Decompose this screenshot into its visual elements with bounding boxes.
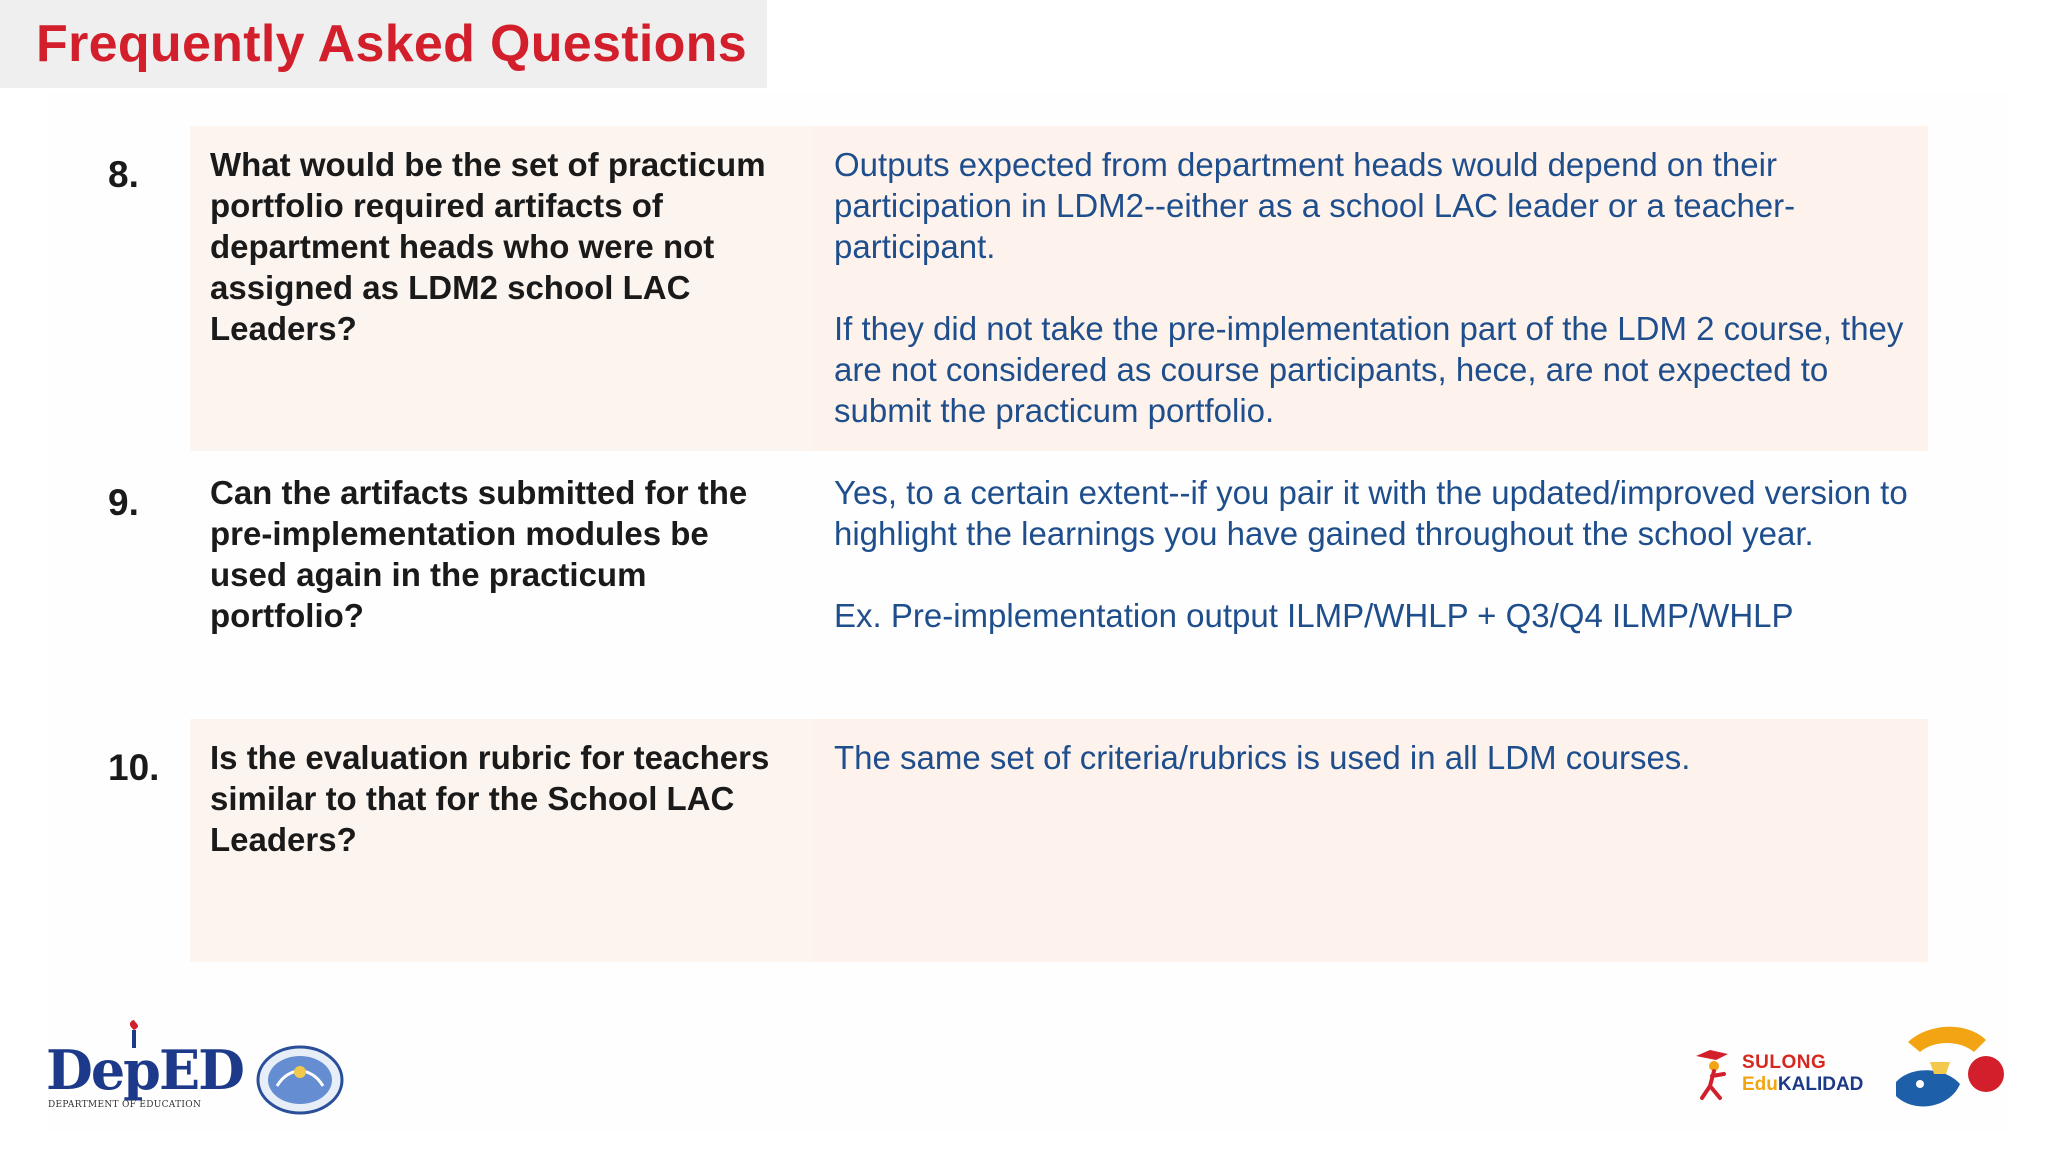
mascot-icon xyxy=(1890,1022,2010,1122)
page-title: Frequently Asked Questions xyxy=(36,15,747,73)
answer-paragraph: Ex. Pre-implementation output ILMP/WHLP + Q3/Q4 ILMP/WHLP xyxy=(834,597,1794,634)
answer-cell xyxy=(813,126,1928,451)
question-text: What would be the set of practicum portfolio required artifacts of department heads who were not assigned as LDM2 school LAC Leaders? xyxy=(210,146,766,347)
deped-wordmark: DepED xyxy=(46,1038,243,1102)
answer-paragraph: Yes, to a certain extent--if you pair it with the updated/improved version to highlight the learnings you have gained throughout the school year. xyxy=(834,474,1908,552)
sulong-text: SULONG xyxy=(1742,1052,1827,1073)
answer-cell xyxy=(813,454,1928,714)
edukalidad-text: EduKALIDAD xyxy=(1742,1074,1864,1095)
deped-logo xyxy=(46,1022,243,1112)
faq-row-8 xyxy=(0,126,2048,451)
question-cell xyxy=(190,126,813,451)
faq-number: 9. xyxy=(108,482,139,523)
faq-row-9 xyxy=(0,454,2048,714)
faq-number: 8. xyxy=(108,154,139,195)
answer-paragraph: The same set of criteria/rubrics is used in all LDM courses. xyxy=(834,739,1691,776)
mascot-logo xyxy=(1890,1022,2010,1122)
answer-paragraph: If they did not take the pre-implementation part of the LDM 2 course, they are not considered as course participants, hece, are not expected to submit the practicum portfolio. xyxy=(834,310,1904,429)
seal-icon xyxy=(255,1044,345,1116)
question-cell xyxy=(190,719,813,962)
runner-icon xyxy=(1688,1046,1738,1102)
sulong-edukalidad-logo xyxy=(1688,1046,1863,1106)
faq-number: 10. xyxy=(108,747,160,788)
faq-row-10 xyxy=(0,719,2048,962)
answer-paragraph: Outputs expected from department heads would depend on their participation in LDM2--either as a school LAC leader or a teacher-participant. xyxy=(834,146,1796,265)
question-text: Is the evaluation rubric for teachers similar to that for the School LAC Leaders? xyxy=(210,739,770,858)
answer-cell xyxy=(813,719,1928,962)
deped-subtext: DEPARTMENT OF EDUCATION xyxy=(48,1100,202,1110)
title-banner xyxy=(0,0,767,88)
question-cell xyxy=(190,454,813,714)
seal-logo xyxy=(255,1044,345,1116)
question-text: Can the artifacts submitted for the pre-implementation modules be used again in the practicum portfolio? xyxy=(210,474,748,634)
